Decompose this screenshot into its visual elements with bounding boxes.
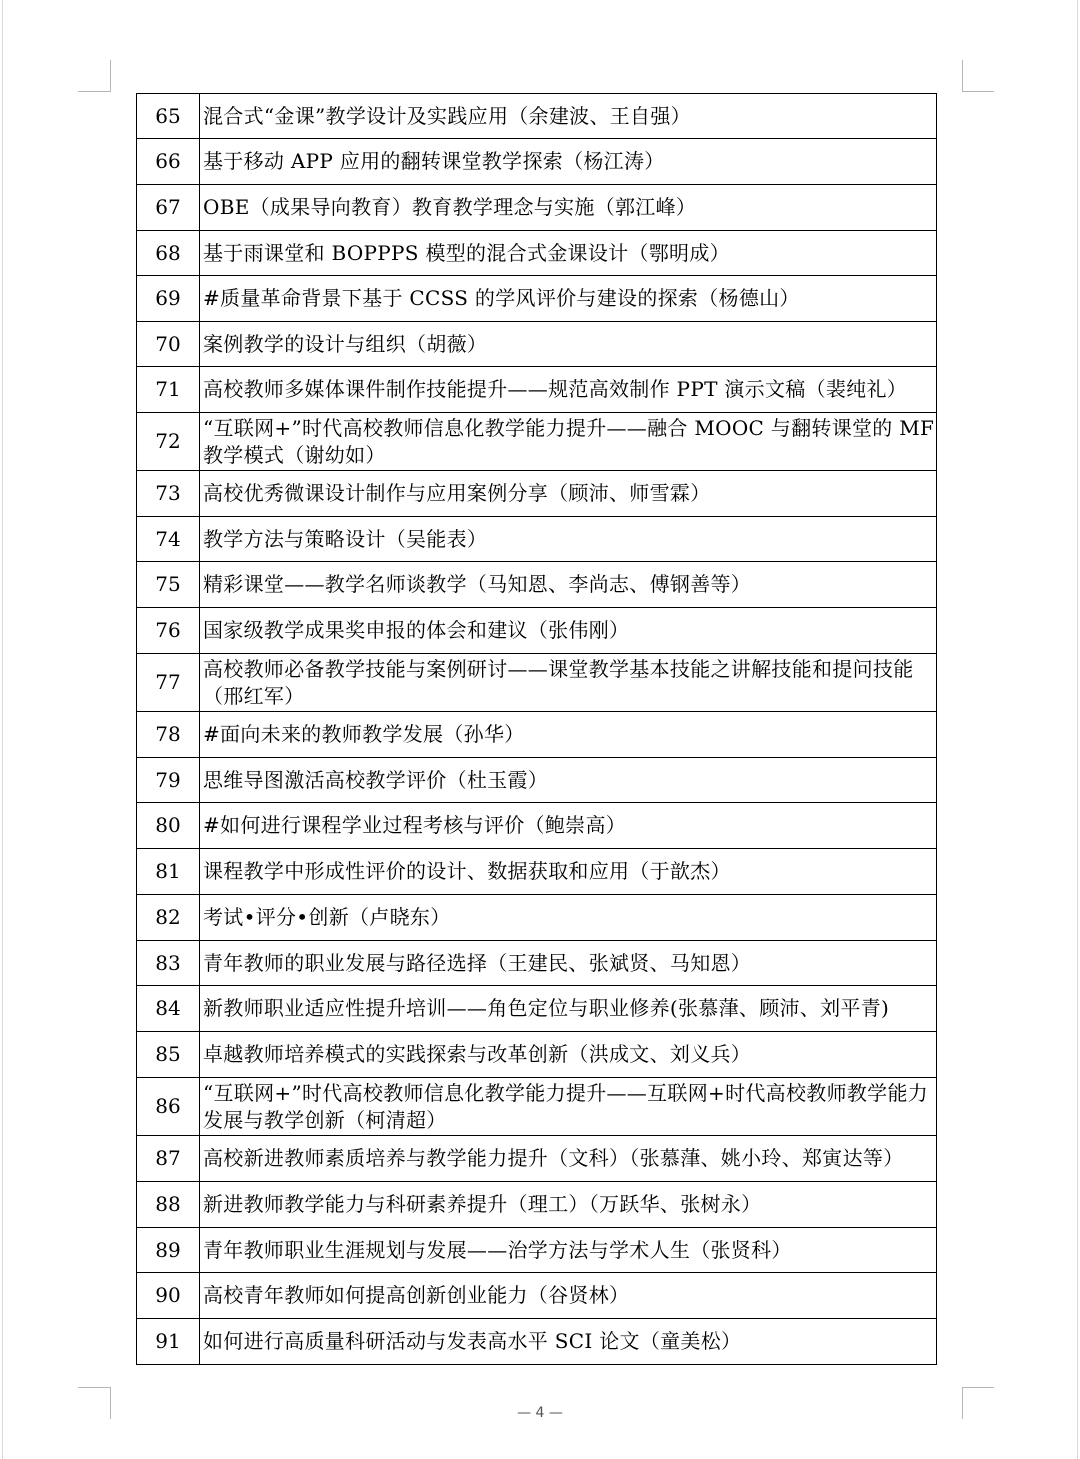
table-row: [137, 895, 937, 941]
row-number: 67: [137, 185, 200, 231]
crop-mark: [962, 91, 994, 92]
row-number: 81: [137, 849, 200, 895]
table-row: [137, 562, 937, 608]
table-row: [137, 803, 937, 849]
crop-mark: [78, 1387, 110, 1388]
course-title: 教学方法与策略设计（吴能表）: [200, 517, 937, 562]
row-number: 80: [137, 803, 200, 849]
course-table-body: [137, 94, 937, 1365]
table-row: [137, 712, 937, 758]
course-title: 高校青年教师如何提高创新创业能力（谷贤林）: [200, 1273, 937, 1319]
crop-mark: [78, 91, 110, 92]
table-row: [137, 367, 937, 413]
course-title: OBE（成果导向教育）教育教学理念与实施（郭江峰）: [200, 185, 937, 231]
table-row: [137, 94, 937, 139]
table-row: [137, 276, 937, 322]
course-title: #面向未来的教师教学发展（孙华）: [200, 712, 937, 758]
row-number: 84: [137, 986, 200, 1032]
row-number: 91: [137, 1319, 200, 1365]
row-number: 73: [137, 471, 200, 517]
course-title: 案例教学的设计与组织（胡薇）: [200, 322, 937, 367]
course-title: 高校教师必备教学技能与案例研讨——课堂教学基本技能之讲解技能和提问技能（邢红军）: [200, 654, 937, 712]
table-row: [137, 231, 937, 276]
row-number: 90: [137, 1273, 200, 1319]
course-title: “互联网+”时代高校教师信息化教学能力提升——融合 MOOC 与翻转课堂的 MF 教学模式（谢幼如）: [200, 413, 937, 471]
course-title: 基于雨课堂和 BOPPPS 模型的混合式金课设计（鄂明成）: [200, 231, 937, 276]
table-row: [137, 849, 937, 895]
table-row: [137, 471, 937, 517]
crop-mark: [110, 60, 111, 92]
course-title: 新进教师教学能力与科研素养提升（理工）（万跃华、张树永）: [200, 1182, 937, 1228]
course-title: 混合式“金课”教学设计及实践应用（余建波、王自强）: [200, 94, 937, 139]
table-row: [137, 1273, 937, 1319]
table-row: [137, 1182, 937, 1228]
table-row: [137, 1136, 937, 1182]
row-number: 68: [137, 231, 200, 276]
row-number: 65: [137, 94, 200, 139]
course-title: 高校新进教师素质培养与教学能力提升（文科）（张慕葏、姚小玲、郑寅达等）: [200, 1136, 937, 1182]
row-number: 75: [137, 562, 200, 608]
table-row: [137, 654, 937, 712]
course-title: 精彩课堂——教学名师谈教学（马知恩、李尚志、傅钢善等）: [200, 562, 937, 608]
row-number: 69: [137, 276, 200, 322]
course-table: [136, 93, 937, 1365]
row-number: 79: [137, 758, 200, 803]
row-number: 72: [137, 413, 200, 471]
course-title: 高校教师多媒体课件制作技能提升——规范高效制作 PPT 演示文稿（裴纯礼）: [200, 367, 937, 413]
row-number: 71: [137, 367, 200, 413]
course-title: 如何进行高质量科研活动与发表高水平 SCI 论文（童美松）: [200, 1319, 937, 1365]
course-title: 课程教学中形成性评价的设计、数据获取和应用（于歆杰）: [200, 849, 937, 895]
page-edge: [2, 0, 3, 1459]
crop-mark: [962, 60, 963, 92]
course-title: 高校优秀微课设计制作与应用案例分享（顾沛、师雪霖）: [200, 471, 937, 517]
course-title: #如何进行课程学业过程考核与评价（鲍崇高）: [200, 803, 937, 849]
table-row: [137, 185, 937, 231]
course-title: 思维导图激活高校教学评价（杜玉霞）: [200, 758, 937, 803]
course-title: 基于移动 APP 应用的翻转课堂教学探索（杨江涛）: [200, 139, 937, 185]
table-row: [137, 1228, 937, 1273]
table-row: [137, 1319, 937, 1365]
table-row: [137, 413, 937, 471]
course-title: 国家级教学成果奖申报的体会和建议（张伟刚）: [200, 608, 937, 654]
row-number: 88: [137, 1182, 200, 1228]
row-number: 89: [137, 1228, 200, 1273]
table-row: [137, 139, 937, 185]
row-number: 83: [137, 941, 200, 986]
table-row: [137, 517, 937, 562]
row-number: 87: [137, 1136, 200, 1182]
table-row: [137, 322, 937, 367]
table-row: [137, 986, 937, 1032]
table-row: [137, 608, 937, 654]
row-number: 82: [137, 895, 200, 941]
table-row: [137, 1032, 937, 1078]
row-number: 66: [137, 139, 200, 185]
row-number: 74: [137, 517, 200, 562]
row-number: 77: [137, 654, 200, 712]
course-title: 新教师职业适应性提升培训——角色定位与职业修养(张慕葏、顾沛、刘平青): [200, 986, 937, 1032]
row-number: 78: [137, 712, 200, 758]
row-number: 85: [137, 1032, 200, 1078]
table-row: [137, 1078, 937, 1136]
course-title: 青年教师的职业发展与路径选择（王建民、张斌贤、马知恩）: [200, 941, 937, 986]
course-title: 卓越教师培养模式的实践探索与改革创新（洪成文、刘义兵）: [200, 1032, 937, 1078]
table-row: [137, 758, 937, 803]
course-title: 考试•评分•创新（卢晓东）: [200, 895, 937, 941]
crop-mark: [962, 1387, 994, 1388]
course-title: “互联网+”时代高校教师信息化教学能力提升——互联网+时代高校教师教学能力发展与教学创新（柯清超）: [200, 1078, 937, 1136]
row-number: 76: [137, 608, 200, 654]
row-number: 70: [137, 322, 200, 367]
page-number: — 4 —: [517, 1405, 563, 1421]
page-edge: [1077, 0, 1078, 1459]
course-title: 青年教师职业生涯规划与发展——治学方法与学术人生（张贤科）: [200, 1228, 937, 1273]
row-number: 86: [137, 1078, 200, 1136]
table-row: [137, 941, 937, 986]
course-title: #质量革命背景下基于 CCSS 的学风评价与建设的探索（杨德山）: [200, 276, 937, 322]
